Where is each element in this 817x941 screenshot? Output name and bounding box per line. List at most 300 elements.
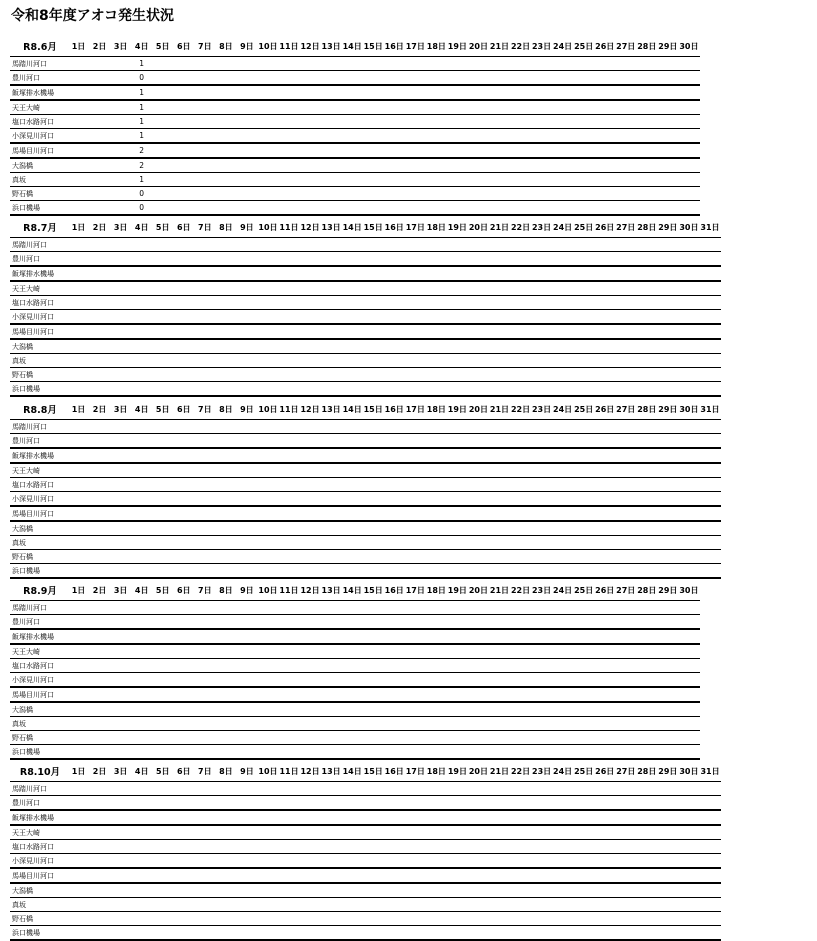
value-cell [300,420,321,434]
value-cell [426,796,447,811]
value-cell [636,926,657,941]
value-cell [110,673,131,688]
day-header: 29日 [658,585,678,595]
value-cell [468,659,489,673]
value-cell [131,825,152,840]
value-cell [278,71,299,86]
value-cell: 0 [131,187,152,201]
value-cell [552,717,573,731]
value-cell [257,615,278,630]
location-name: 大潟橋 [10,702,68,717]
value-cell [236,615,257,630]
value-cell [510,615,531,630]
value-cell [426,702,447,717]
location-name: 馬場目川河口 [10,143,68,158]
day-header: 13日 [321,585,341,595]
value-cell [552,745,573,760]
value-cell [594,143,615,158]
value-cell [678,912,699,926]
value-cell [257,420,278,434]
value-cell [194,521,215,536]
value-cell [342,615,363,630]
value-cell [468,368,489,382]
value-cell [131,644,152,659]
value-cell [657,354,678,368]
value-cell [657,368,678,382]
value-cell [384,564,405,579]
value-cell [152,883,173,898]
value-cell [194,266,215,281]
value-cell [236,382,257,397]
value-cell [594,85,615,100]
value-cell [678,854,699,869]
value-cell [615,883,636,898]
month-label: R8.10月 [19,767,61,778]
value-cell [447,840,468,854]
value-cell [405,926,426,941]
value-cell [405,717,426,731]
value-cell [657,339,678,354]
value-cell [363,339,384,354]
value-cell [426,71,447,86]
location-row [10,478,721,492]
value-cell [257,71,278,86]
value-cell [405,296,426,310]
value-cell [194,354,215,368]
location-name: 小深見川河口 [10,673,68,688]
value-cell [236,129,257,144]
value-cell [636,702,657,717]
value-cell [342,129,363,144]
value-cell [300,339,321,354]
value-cell [405,782,426,796]
day-header: 12日 [300,585,320,595]
value-cell [531,187,552,201]
value-cell [489,434,510,449]
value-cell [300,57,321,71]
value-cell [68,310,89,325]
value-cell [615,478,636,492]
value-cell [447,731,468,745]
value-cell [657,536,678,550]
value-cell [468,564,489,579]
value-cell [405,659,426,673]
value-cell [342,717,363,731]
value-cell [321,883,342,898]
value-cell [468,854,489,869]
value-cell [68,238,89,252]
value-cell [89,536,110,550]
location-name: 野石橋 [10,368,68,382]
value-cell [510,420,531,434]
value-cell [594,354,615,368]
day-header: 4日 [134,404,149,414]
value-cell [68,868,89,883]
value-cell [489,324,510,339]
value-cell [89,644,110,659]
value-cell [657,478,678,492]
value-cell [426,434,447,449]
location-name: 豊川河口 [10,252,68,267]
value-cell [699,296,720,310]
location-name: 天王大崎 [10,644,68,659]
value-cell [89,492,110,507]
value-cell [552,420,573,434]
value-cell [257,478,278,492]
value-cell [215,745,236,760]
value-cell [636,85,657,100]
day-header: 1日 [71,404,86,414]
location-name: 飯塚排水機場 [10,85,68,100]
value-cell [636,143,657,158]
day-header: 17日 [405,222,425,232]
value-cell [531,57,552,71]
value-cell [342,368,363,382]
value-cell [342,266,363,281]
value-cell [657,420,678,434]
value-cell [552,100,573,115]
day-header: 3日 [113,41,128,51]
value-cell [573,521,594,536]
value-cell [152,281,173,296]
value-cell [426,354,447,368]
value-cell [699,898,720,912]
location-row [10,354,721,368]
value-cell [531,100,552,115]
value-cell [615,85,636,100]
value-cell [552,854,573,869]
value-cell [510,782,531,796]
value-cell [573,731,594,745]
day-header: 12日 [300,222,320,232]
value-cell [300,702,321,717]
value-cell [257,85,278,100]
value-cell [215,324,236,339]
value-cell [194,187,215,201]
value-cell [257,187,278,201]
value-cell [68,492,89,507]
value-cell [173,564,194,579]
value-cell [510,521,531,536]
value-cell [573,629,594,644]
value-cell [447,673,468,688]
value-cell [657,187,678,201]
value-cell [615,382,636,397]
value-cell [300,615,321,630]
value-cell [384,702,405,717]
location-name: 馬踏川河口 [10,601,68,615]
value-cell [257,601,278,615]
value-cell [636,825,657,840]
value-cell [152,296,173,310]
value-cell [342,434,363,449]
value-cell [657,796,678,811]
value-cell [215,85,236,100]
value-cell [636,158,657,173]
value-cell [531,238,552,252]
day-header: 26日 [595,585,615,595]
value-cell [342,883,363,898]
value-cell [278,796,299,811]
value-cell [531,448,552,463]
location-name: 馬場目川河口 [10,506,68,521]
value-cell [68,564,89,579]
value-cell [300,478,321,492]
value-cell [194,782,215,796]
value-cell [426,463,447,478]
value-cell [552,926,573,941]
value-cell [194,324,215,339]
value-cell [510,281,531,296]
month-table [10,761,721,941]
value-cell [236,115,257,129]
value-cell [152,782,173,796]
value-cell [699,434,720,449]
value-cell [215,506,236,521]
value-cell [110,238,131,252]
value-cell [110,296,131,310]
value-cell [131,368,152,382]
value-cell [699,521,720,536]
value-cell [194,912,215,926]
value-cell [594,717,615,731]
location-row [10,521,721,536]
value-cell [215,659,236,673]
value-cell [636,883,657,898]
value-cell [426,659,447,673]
value-cell [489,492,510,507]
value-cell [321,745,342,760]
value-cell [236,187,257,201]
value-cell [384,796,405,811]
location-name: 小深見川河口 [10,129,68,144]
value-cell [636,115,657,129]
value-cell [615,912,636,926]
value-cell [468,448,489,463]
value-cell [594,731,615,745]
value-cell [363,782,384,796]
value-cell [342,492,363,507]
value-cell [110,564,131,579]
value-cell [405,550,426,564]
value-cell [257,926,278,941]
value-cell [510,296,531,310]
value-cell [447,85,468,100]
value-cell [236,201,257,216]
value-cell [489,687,510,702]
value-cell [257,825,278,840]
location-row [10,368,721,382]
value-cell: 1 [131,85,152,100]
value-cell [657,521,678,536]
location-row [10,266,721,281]
value-cell [678,825,699,840]
value-cell [384,782,405,796]
value-cell [657,281,678,296]
location-row [10,115,700,129]
value-cell [615,296,636,310]
value-cell [173,71,194,86]
value-cell [699,463,720,478]
value-cell [321,926,342,941]
day-header: 3日 [113,404,128,414]
value-cell [363,173,384,187]
value-cell [173,687,194,702]
value-cell [194,673,215,688]
value-cell [573,840,594,854]
value-cell [678,420,699,434]
value-cell [342,115,363,129]
value-cell [405,478,426,492]
value-cell [68,252,89,267]
value-cell [531,659,552,673]
value-cell [131,420,152,434]
value-cell [699,420,720,434]
value-cell [384,173,405,187]
value-cell [152,673,173,688]
value-cell [363,731,384,745]
value-cell [215,252,236,267]
value-cell [468,266,489,281]
day-header: 24日 [553,41,573,51]
value-cell [573,912,594,926]
value-cell [173,354,194,368]
day-header: 8日 [219,585,233,595]
value-cell [194,296,215,310]
value-cell [615,854,636,869]
value-cell [110,644,131,659]
value-cell [426,420,447,434]
value-cell [468,550,489,564]
value-cell [636,536,657,550]
value-cell [278,782,299,796]
value-cell [531,506,552,521]
value-cell [194,550,215,564]
value-cell [699,854,720,869]
value-cell [173,382,194,397]
value-cell [594,266,615,281]
value-cell [384,825,405,840]
value-cell [342,731,363,745]
value-cell [278,644,299,659]
value-cell [89,296,110,310]
value-cell [426,368,447,382]
value-cell [152,717,173,731]
value-cell [215,687,236,702]
value-cell [257,296,278,310]
value-cell [68,129,89,144]
value-cell [257,57,278,71]
value-cell [152,659,173,673]
value-cell [342,550,363,564]
value-cell [68,339,89,354]
value-cell [236,354,257,368]
value-cell [236,368,257,382]
value-cell [68,266,89,281]
value-cell [405,536,426,550]
location-name: 馬踏川河口 [10,420,68,434]
value-cell [342,782,363,796]
value-cell [531,354,552,368]
value-cell [363,434,384,449]
value-cell [510,187,531,201]
value-cell [152,521,173,536]
value-cell [236,601,257,615]
value-cell [110,478,131,492]
value-cell [278,883,299,898]
value-cell [426,745,447,760]
value-cell [594,368,615,382]
value-cell [636,731,657,745]
value-cell [152,57,173,71]
value-cell [573,564,594,579]
value-cell [594,629,615,644]
location-row [10,810,721,825]
value-cell [363,492,384,507]
value-cell [531,825,552,840]
value-cell [68,926,89,941]
value-cell [489,310,510,325]
value-cell [426,100,447,115]
value-cell [531,883,552,898]
value-cell [321,129,342,144]
value-cell [89,687,110,702]
value-cell [363,238,384,252]
value-cell [257,354,278,368]
value-cell [173,702,194,717]
location-row [10,564,721,579]
value-cell [89,173,110,187]
location-row [10,420,721,434]
day-header: 20日 [468,222,488,232]
value-cell [89,382,110,397]
value-cell [657,868,678,883]
day-header: 19日 [447,404,467,414]
value-cell [321,840,342,854]
value-cell [405,521,426,536]
location-row [10,187,700,201]
value-cell [173,324,194,339]
value-cell [447,564,468,579]
value-cell [405,898,426,912]
day-header: 23日 [531,404,552,414]
location-name: 豊川河口 [10,71,68,86]
value-cell [278,478,299,492]
value-cell [89,281,110,296]
value-cell [447,201,468,216]
value-cell [215,550,236,564]
location-row [10,629,700,644]
value-cell [131,296,152,310]
value-cell [384,266,405,281]
value-cell [678,868,699,883]
location-name: 塩口水路河口 [10,115,68,129]
value-cell [489,883,510,898]
value-cell [699,796,720,811]
value-cell [426,521,447,536]
value-cell [657,115,678,129]
day-header: 7日 [198,766,212,776]
value-cell [699,550,720,564]
value-cell [573,324,594,339]
value-cell [447,238,468,252]
value-cell [236,478,257,492]
value-cell [405,615,426,630]
value-cell [573,702,594,717]
day-header: 7日 [198,222,212,232]
value-cell [573,550,594,564]
value-cell [300,115,321,129]
